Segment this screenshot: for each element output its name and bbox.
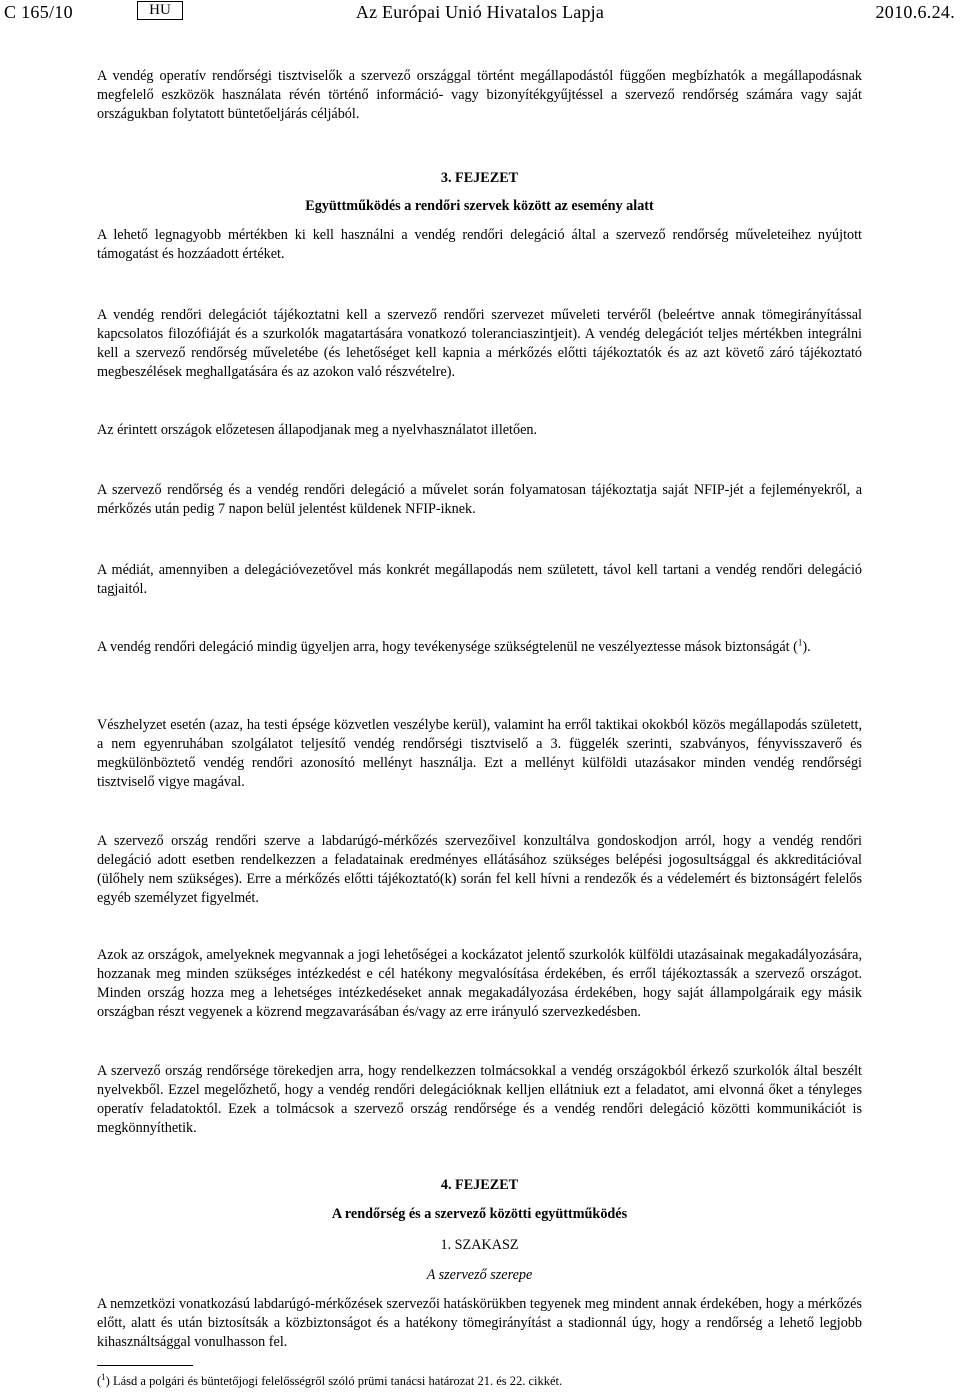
paragraph-3: Az érintett országok előzetesen állapodjanak meg a nyelvhasználatot illetően. — [97, 422, 538, 438]
paragraph-8: A szervező ország rendőri szerve a labdarúgó-mérkőzés szervezőivel konzultálva gondoskodjon arról, hogy a vendég rendőri delegáció adott esetben rendelkezzen a feladatainak eredményes ellátásához szükséges belépési jogosultsággal és akkreditációval (ülőhely nem szükséges). Erre a mérkőzés előtti tájékoztató(k) során fel kell hívni a rendezők és a védelemért és biztonságért felelős egyéb személyzet figyelmét. — [97, 833, 862, 906]
chapter-3-number: 3. FEJEZET — [440, 170, 519, 186]
journal-title: Az Európai Unió Hivatalos Lapja — [355, 2, 605, 22]
footnote-divider — [97, 1365, 193, 1366]
paragraph-9: Azok az országok, amelyeknek megvannak a jogi lehetőségei a kockázatot jelentő szurkolók külföldi utazásainak megakadályozására, hozzanak meg minden szükséges intézkedést e cél hatékony megvalósítása érdekében, és erről tájékoztassák a szervező országot. Minden ország hozza meg a lehetséges intézkedéseket annak megakadályozása érdekében, hogy saját állampolgáraik egy másik országban részt vegyenek a közrend megzavarásában és/vagy az erre irányuló szervezkedésben. — [97, 947, 862, 1020]
chapter-4-title: A rendőrség és a szervező közötti együttműködés — [331, 1206, 628, 1222]
paragraph-4: A szervező rendőrség és a vendég rendőri delegáció a művelet során folyamatosan tájékoztatja saját NFIP-jét a fejleményekről, a mérkőzés után pedig 7 napon belül jelentést küldenek NFIP-iknek. — [97, 482, 862, 517]
section-1-title: A szervező szerepe — [426, 1267, 533, 1283]
paragraph-10: A szervező ország rendőrsége törekedjen arra, hogy rendelkezzen tolmácsokkal a vendég országokból érkező szurkolók által beszélt nyelvekből. Ezzel megelőzhető, hogy a vendég rendőri delegációknak kelljen ellátniuk ezt a feladatot, ami elvonná őket a tényleges operatív feladatoktól. Ezek a tolmácsok a szervező ország rendőrsége és a vendég rendőri delegáció közötti kommunikációt is megkönnyíthetik. — [97, 1063, 862, 1136]
footnote: ($^1$) Lásd a polgári és büntetőjogi felelősségről szóló prümi tanácsi határozat 21. és 22. cikkét. — [97, 1371, 563, 1388]
paragraph-6-text: A vendég rendőri delegáció mindig ügyeljen arra, hogy tevékenysége szükségtelenül ne veszélyeztesse mások biztonságát ( — [97, 639, 798, 655]
paragraph-2: A vendég rendőri delegációt tájékoztatni kell a szervező rendőri szervezet műveleti tervéről (beleértve annak tömegirányítással kapcsolatos filozófiáját és a szurkolók magatartására vonatkozó toleranciaszintjeit). A vendég delegációt teljes mértékben integrálni kell a szervező rendőrség műveletébe (és lehetőséget kell kapnia a mérkőzés előtti tájékoztatók és az azt követő záró tájékoztató megbeszélések meghallgatására és az azokon való részvételre). — [97, 307, 862, 380]
publication-date: 2010.6.24. — [875, 2, 955, 22]
chapter-4-number: 4. FEJEZET — [440, 1177, 519, 1193]
footnote-text: Lásd a polgári és büntetőjogi felelősségről szóló prümi tanácsi határozat 21. és 22. cikkét. — [112, 1374, 563, 1388]
chapter-3-title: Együttműködés a rendőri szervek között az esemény alatt — [305, 198, 654, 214]
paragraph-5: A médiát, amennyiben a delegációvezetővel más konkrét megállapodás nem született, távol kell tartani a vendég rendőri delegáció tagjaitól. — [97, 562, 862, 597]
language-box: HU — [137, 1, 183, 20]
paragraph-6 — [97, 638, 862, 657]
paragraph-6-end: ). — [802, 639, 811, 655]
paragraph-11: A nemzetközi vonatkozású labdarúgó-mérkőzések szervezői hatáskörükben tegyenek meg mindent annak érdekében, hogy a mérkőzés előtt, alatt és után biztosítsák a közbiztonságot és a hatékony tömegirányítást a stadionnál úgy, hogy a rendőrség a lehető legjobb kihasználtsággal vonulhasson fel. — [97, 1296, 862, 1350]
page-reference: C 165/10 — [4, 2, 73, 22]
paragraph-1: A lehető legnagyobb mértékben ki kell használni a vendég rendőri delegáció által a szervező rendőrség műveleteihez nyújtott támogatást és hozzáadott értéket. — [97, 227, 862, 262]
footnote-mark: 1 — [101, 1371, 106, 1382]
footnote-reference[interactable]: 1 — [797, 637, 803, 648]
paragraph-7: Vészhelyzet esetén (azaz, ha testi épsége közvetlen veszélybe kerül), valamint ha erről taktikai okokból közös megállapodás született, a nem egyenruhában szolgálatot teljesítő vendég rendőrségi tisztviselő a 3. függelék szerinti, szabványos, fényvisszaverő és megkülönböztető vendég rendőri azonosító mellényt használja. Ezt a mellényt külföldi utazásakor minden vendég rendőrségi tisztviselő vigye magával. — [97, 717, 862, 790]
paragraph-0: A vendég operatív rendőrségi tisztviselők a szervező országgal történt megállapodástól függően megbízhatók a megállapodásnak megfelelő eszközök használata révén történő információ- vagy bizonyítékgyűjtéssel a szervező rendőrség számára vagy saját országukban folytatott büntetőeljárás céljából. — [97, 68, 862, 122]
page-header — [0, 0, 960, 30]
section-1-number: 1. SZAKASZ — [440, 1237, 519, 1253]
